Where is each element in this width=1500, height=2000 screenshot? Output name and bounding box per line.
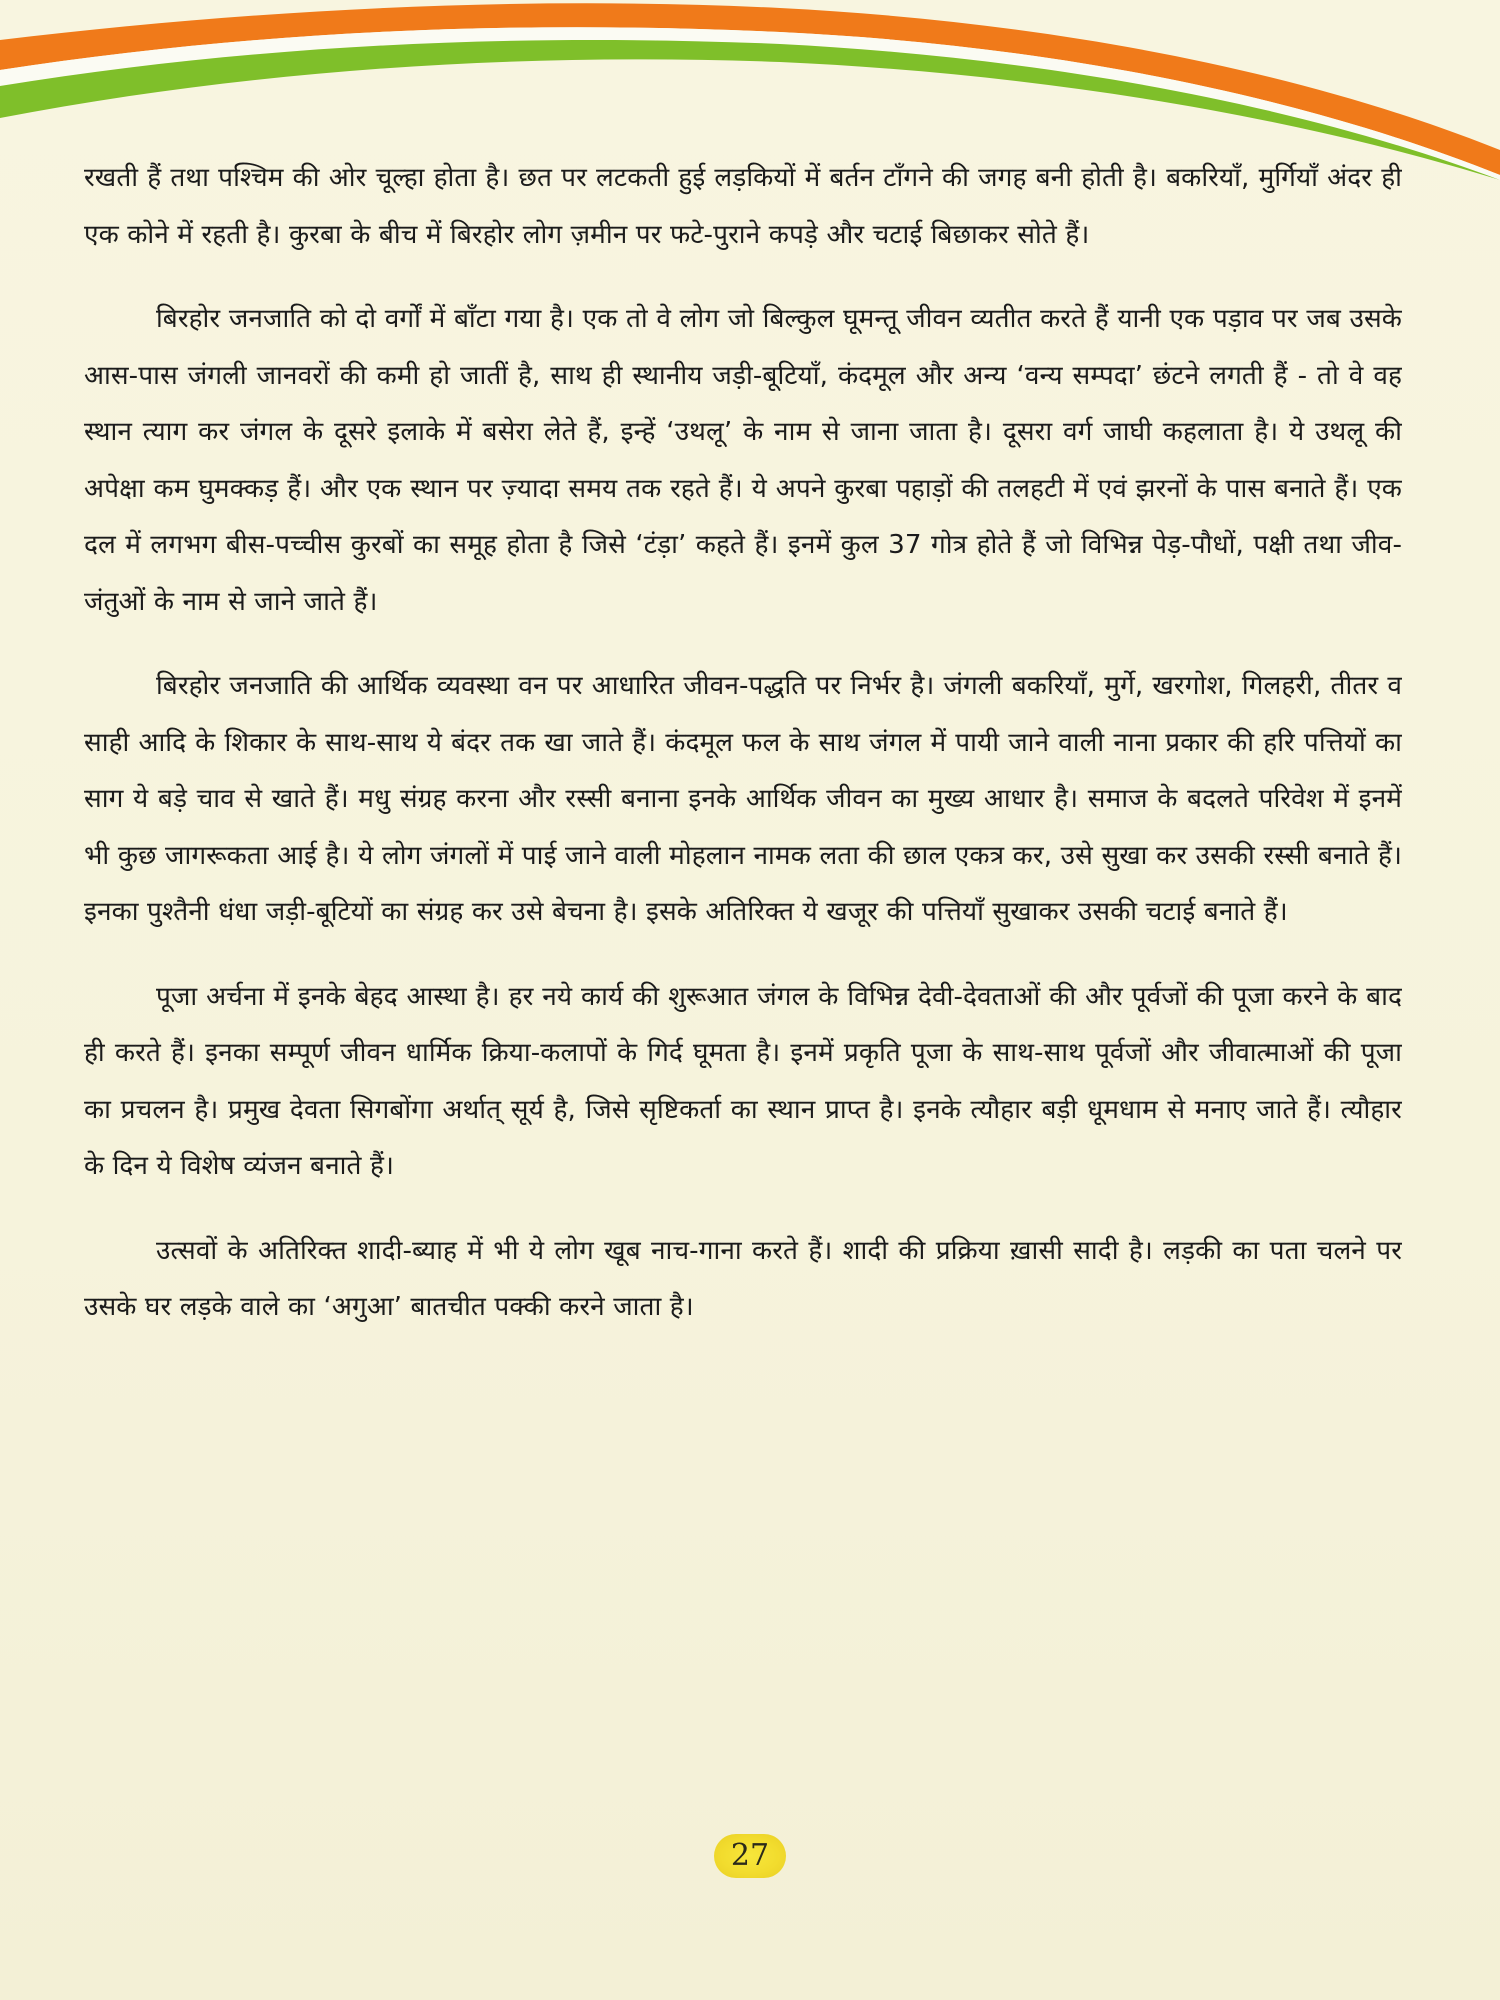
body-text <box>84 150 1402 1770</box>
page-number-badge <box>714 1834 786 1878</box>
page-number: 27 <box>730 1838 770 1873</box>
paragraph-2: बिरहोर जनजाति को दो वर्गों में बाँटा गया है। एक तो वे लोग जो बिल्कुल घूमन्तू जीवन व्यतीत करते हैं यानी एक पड़ाव पर जब उसके आस-पास जंगली जानवरों की कमी हो जातीं है, साथ ही स्थानीय जड़ी-बूटियाँ, कंदमूल और अन्य ‘वन्य सम्पदा’ छंटने लगती हैं - तो वे वह स्थान त्याग कर जंगल के दूसरे इलाके में बसेरा लेते हैं, इन्हें ‘उथलू’ के नाम से जाना जाता है। दूसरा वर्ग जाघी कहलाता है। ये उथलू की अपेक्षा कम घुमक्कड़ हैं। और एक स्थान पर ज़्यादा समय तक रहते हैं। ये अपने कुरबा पहाड़ों की तलहटी में एवं झरनों के पास बनाते हैं। एक दल में लगभग बीस-पच्चीस कुरबों का समूह होता है जिसे ‘टंड़ा’ कहते हैं। इनमें कुल 37 गोत्र होते हैं जो विभिन्न पेड़-पौधों, पक्षी तथा जीव-जंतुओं के नाम से जाने जाते हैं। <box>84 304 1402 617</box>
paragraph-3: बिरहोर जनजाति की आर्थिक व्यवस्था वन पर आधारित जीवन-पद्धति पर निर्भर है। जंगली बकरियाँ, मुर्गे, खरगोश, गिलहरी, तीतर व साही आदि के शिकार के साथ-साथ ये बंदर तक खा जाते हैं। कंदमूल फल के साथ जंगल में पायी जाने वाली नाना प्रकार की हरि पत्तियों का साग ये बड़े चाव से खाते हैं। मधु संग्रह करना और रस्सी बनाना इनके आर्थिक जीवन का मुख्य आधार है। समाज के बदलते परिवेश में इनमें भी कुछ जागरूकता आई है। ये लोग जंगलों में पाई जाने वाली मोहलान नामक लता की छाल एकत्र कर, उसे सुखा कर उसकी रस्सी बनाते हैं। इनका पुश्तैनी धंधा जड़ी-बूटियों का संग्रह कर उसे बेचना है। इसके अतिरिक्त ये खजूर की पत्तियाँ सुखाकर उसकी चटाई बनाते हैं। <box>84 671 1402 927</box>
paragraph-5: उत्सवों के अतिरिक्त शादी-ब्याह में भी ये लोग खूब नाच-गाना करते हैं। शादी की प्रक्रिया ख़ासी सादी है। लड़की का पता चलने पर उसके घर लड़के वाले का ‘अगुआ’ बातचीत पक्की करने जाता है। <box>84 1235 1402 1322</box>
paragraph-4: पूजा अर्चना में इनके बेहद आस्था है। हर नये कार्य की शुरूआत जंगल के विभिन्न देवी-देवताओं की और पूर्वजों की पूजा करने के बाद ही करते हैं। इनका सम्पूर्ण जीवन धार्मिक क्रिया-कलापों के गिर्द घूमता है। इनमें प्रकृति पूजा के साथ-साथ पूर्वजों और जीवात्माओं की पूजा का प्रचलन है। प्रमुख देवता सिगबोंगा अर्थात् सूर्य है, जिसे सृष्टिकर्ता का स्थान प्राप्त है। इनके त्यौहार बड़ी धूमधाम से मनाए जाते हैं। त्यौहार के दिन ये विशेष व्यंजन बनाते हैं। <box>84 981 1402 1181</box>
paragraph-1: रखती हैं तथा पश्चिम की ओर चूल्हा होता है। छत पर लटकती हुई लड़कियों में बर्तन टाँगने की जगह बनी होती है। बकरियाँ, मुर्गियाँ अंदर ही एक कोने में रहती है। कुरबा के बीच में बिरहोर लोग ज़मीन पर फटे-पुराने कपड़े और चटाई बिछाकर सोते हैं। <box>84 163 1402 250</box>
